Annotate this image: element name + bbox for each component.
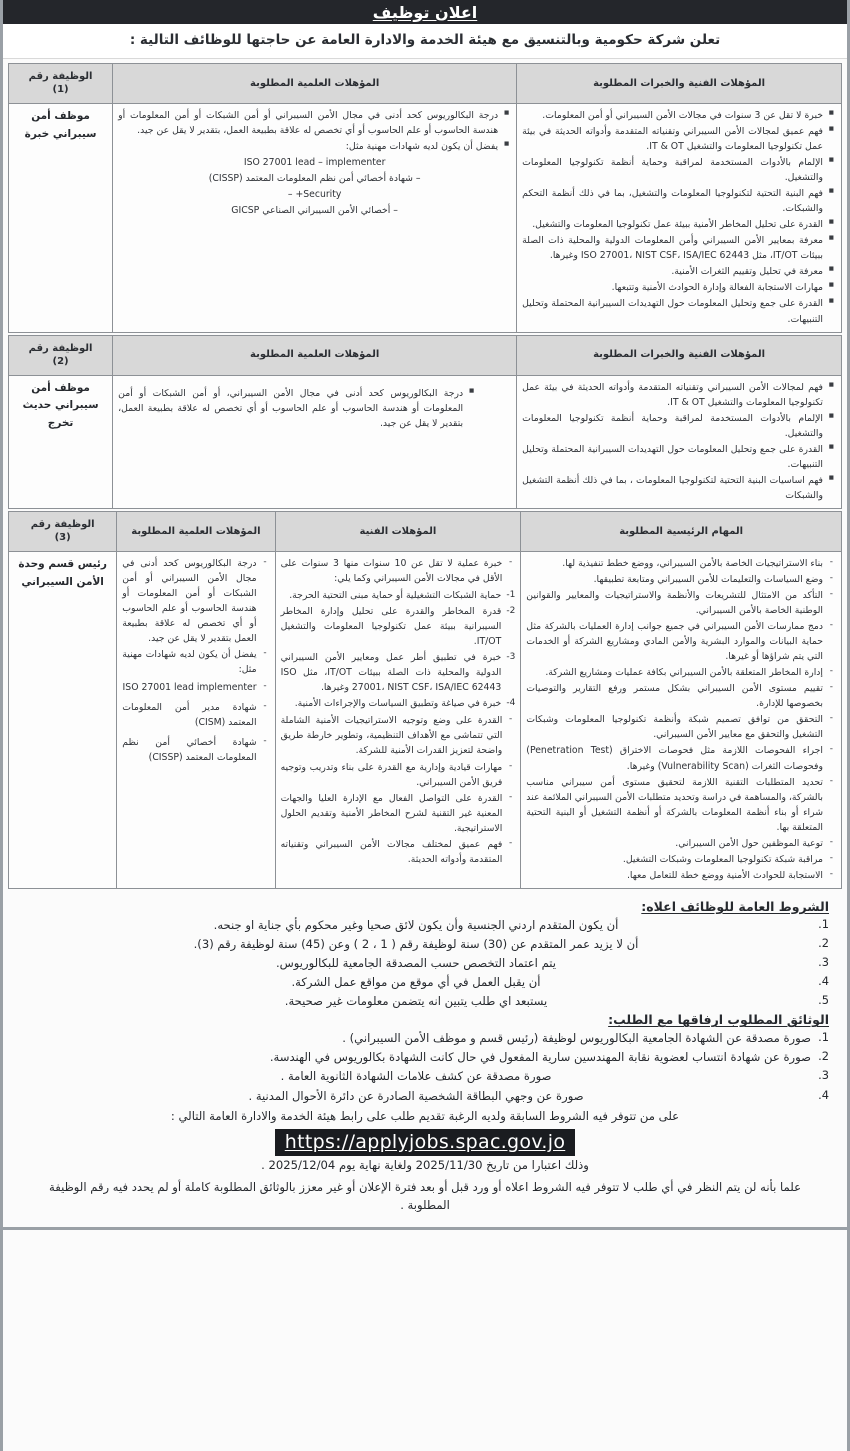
job-number-value: (2) [52,356,69,368]
list-item: - إدارة المخاطر المتعلقة بالأمن السيبراني بكافة عمليات ومشاريع الشركة. [526,665,823,680]
table-header-row [9,63,842,103]
list-item: ■ فهم لمجالات الأمن السيبراني وتقنياته المتقدمة وأدواته الحديثة في بيئة عمل تكنولوجيا المعلومات والتشغيل IT & OT. [522,380,823,410]
scientific-list-3 [122,556,269,677]
list-item: - دمج ممارسات الأمن السيبراني في جميع جوانب إدارة العمليات بالشركة مثل حماية البيانات والموارد البشرية والأمن المادي ومشاريع الشركة أو الخدمات التي يتم شراؤها أو غيرها. [526,619,823,664]
conditions-section [3,891,847,1221]
list-item: - فهم عميق لمختلف مجالات الأمن السيبراني وتقنياته المتقدمة وأدواته الحديثة. [281,837,503,867]
cell-technical-3 [275,551,521,888]
apply-lead-text: على من تتوفر فيه الشروط السابقة ولديه الرغبة تقديم طلب على رابط هيئة الخدمة والادارة العامة التالي : [170,1108,680,1123]
certification-item: - ISO 27001 lead implementer [122,680,256,695]
list-item: - اجراء الفحوصات اللازمة مثل فحوصات الاختراق (Penetration Test) وفحوصات الثغرات (Vulnerability Scan) وغيرها. [526,743,823,773]
masthead [3,0,847,24]
list-item: صورة عن شهادة انتساب لعضوية نقابة المهندسين سارية المفعول في حال كانت الشهادة بكالوريوس في الهندسة. [269,1050,811,1065]
job-number-label: الوظيفة رقم [28,342,93,354]
jobs-tables [3,59,847,889]
header-job-number [9,63,113,103]
list-item [280,650,516,695]
certification-item: - شهادة مدير أمن المعلومات المعتمد (CISM) [122,700,256,730]
list-item: ■ معرفة في تحليل وتقييم الثغرات الأمنية. [522,264,823,279]
table-row [9,103,842,332]
table-header-row [9,335,842,375]
list-item: - التأكد من الامتثال للتشريعات والأنظمة والاستراتيجيات والمعايير والقوانين الوطنية الخاصة بالأمن السيبراني. [526,588,823,618]
job-table-2 [8,335,842,509]
header-scientific: المؤهلات العلمية المطلوبة [113,335,517,375]
job-table-1 [8,63,842,333]
item-number: 1- [506,590,516,601]
job-number-value: (1) [52,84,69,96]
list-item: - تحديد المتطلبات التقنية اللازمة لتحقيق مستوى أمن سيبراني مناسب بالشركة، والمساهمة في دراسة وتحديد متطلبات الأمن السيبراني الملائمة عند شراء أو بناء أنظمة المعلومات بالشركة أو أنظمة التشغيل أو البنية التحتية المتعلقة بها. [526,775,823,835]
header-scientific: المؤهلات العلمية المطلوبة [113,63,517,103]
required-documents-title: الوثائق المطلوب ارفاقها مع الطلب: [608,1012,829,1028]
list-item: ■ الإلمام بالأدوات المستخدمة لمراقبة وحماية أنظمة تكنولوجيا المعلومات والتشغيل. [522,155,823,185]
list-item: ■ خبرة لا تقل عن 3 سنوات في مجالات الأمن السيبراني أو أمن المعلومات. [522,108,823,123]
list-item: - توعية الموظفين حول الأمن السيبراني. [526,836,823,851]
technical-numbered-list-3 [281,588,516,711]
list-item: يتم اعتماد التخصص حسب المصدقة الجامعية للبكالوريوس. [275,956,557,971]
certification-item: - شهادة أخصائي أمن نظم المعلومات المعتمد (CISSP) [122,735,256,765]
intro-section [3,24,847,59]
technical-list-3 [281,556,516,586]
list-item: ■ فهم اساسيات البنية التحتية لتكنولوجيا المعلومات ، بما في ذلك أنظمة التشغيل والشبكات [522,473,823,503]
list-item: ■ القدرة على تحليل المخاطر الأمنية ببيئة عمل تكنولوجيا المعلومات والتشغيل. [522,217,823,232]
list-item: - درجة البكالوريوس كحد أدنى في مجال الأمن السيبراني أو أمن الشبكات أو أمن المعلومات أو هندسة الحاسوب أو علم الحاسوب أو أي تخصص له علاقة بطبيعة العمل بتقدير لا يقل عن جيد. [122,556,256,646]
list-item-intro: - خبرة عملية لا تقل عن 10 سنوات منها 3 سنوات على الأقل في مجالات الأمن السيبراني وكما يلي: [281,556,503,586]
item-number: 4- [506,698,516,709]
list-item: - مهارات قيادية وإدارية مع القدرة على بناء وتدريب وتوجيه فريق الأمن السيبراني. [281,760,503,790]
certification-item: – شهادة أخصائي أمن نظم المعلومات المعتمد (CISSP) [208,173,421,185]
technical-list-1 [522,108,836,327]
list-item: ■ فهم عميق لمجالات الأمن السيبراني وتقنياته المتقدمة وأدواته الحديثة في بيئة عمل تكنولوجيا المعلومات والتشغيل IT & OT. [522,124,823,154]
item-number: 3- [506,652,516,663]
main-tasks-list [526,556,836,883]
apply-url-link[interactable]: https://applyjobs.spac.gov.jo [275,1129,575,1156]
certification-item: ISO 27001 lead – implementer [243,157,386,169]
list-item: - مراقبة شبكة تكنولوجيا المعلومات وشبكات التشغيل. [526,852,823,867]
table-row [9,551,842,888]
cell-technical-1 [517,103,842,332]
cell-technical-2 [517,375,842,508]
list-item [281,588,516,603]
technical-extra-list-3 [281,713,516,866]
list-item: ■ القدرة على جمع وتحليل المعلومات حول التهديدات السيبرانية المحتملة وتحليل التنبيهات. [522,296,823,326]
header-technical-experience: المؤهلات الفنية والخبرات المطلوبة [517,335,842,375]
scientific-list-2 [118,386,476,431]
cell-main-tasks-3 [521,551,842,888]
certification-item: – +Security [287,189,342,201]
list-item: صورة مصدقة عن كشف علامات الشهادة الثانوية العامة . [280,1069,552,1084]
cell-scientific-2 [113,375,517,508]
list-item: - تقييم مستوى الأمن السيبراني بشكل مستمر ورفع التقارير والتوصيات بخصوصها للإدارة. [526,681,823,711]
list-item: - وضع السياسات والتعليمات للأمن السيبراني ومتابعة تطبيقها. [526,572,823,587]
list-item: - الاستجابة للحوادث الأمنية ووضع خطة للتعامل معها. [526,868,823,883]
list-item: أن يقبل العمل في أي موقع من مواقع عمل الشركة. [291,975,541,990]
list-item: ■ يفضل أن يكون لديه شهادات مهنية مثل: [118,139,498,154]
list-item: ■ الإلمام بالأدوات المستخدمة لمراقبة وحماية أنظمة تكنولوجيا المعلومات والتشغيل. [522,411,823,441]
list-item: ■ درجة البكالوريوس كحد أدنى في مجال الأمن السيبراني أو أمن الشبكات أو أمن المعلومات أو هندسة الحاسوب أو علم الحاسوب أو أي تخصص له علاقة بطبيعة العمل، بتقدير لا يقل عن جيد. [118,108,498,138]
technical-list-2 [522,380,836,503]
table-header-row [9,511,842,551]
apply-date-range: وذلك اعتبارا من تاريخ 2025/11/30 ولغاية نهاية يوم 2025/12/04 . [261,1157,589,1172]
page-title: اعلان توظيف [372,2,478,22]
header-scientific: المؤهلات العلمية المطلوبة [117,511,275,551]
list-item [281,696,516,711]
header-job-number [9,335,113,375]
item-text: حماية الشبكات التشغيلية أو حماية مبنى التحتية الحرجة. [289,590,502,602]
certification-item: – أخصائي الأمن السيبراني الصناعي GICSP [231,205,398,217]
footer-divider [3,1227,847,1230]
job-number-label: الوظيفة رقم [30,518,95,530]
item-text: خبرة في صياغة وتطبيق السياسات والإجراءات الأمنية. [294,698,502,710]
certifications-list-3 [122,680,269,765]
list-item: صورة مصدقة عن الشهادة الجامعية البكالوريوس لوظيفة (رئيس قسم و موظف الأمن السيبراني) . [342,1031,811,1046]
header-technical-experience: المؤهلات الفنية والخبرات المطلوبة [517,63,842,103]
general-conditions-title: الشروط العامة للوظائف اعلاه: [641,898,829,914]
list-item: أن يكون المتقدم اردني الجنسية وأن يكون لائق صحيا وغير محكوم بأي جناية او جنحه. [213,917,619,932]
job-number-label: الوظيفة رقم [28,70,93,82]
general-conditions-list [21,916,811,1010]
item-text: خبرة في تطبيق أطر عمل ومعايير الأمن السيبراني الدولية والمحلية ذات الصلة ببيئات IT/OT، مثل ISO 27001، NIST CSF، ISA/IEC 62443 وغيرها. [280,652,502,694]
list-item: يستبعد اي طلب يتبين انه يتضمن معلومات غير صحيحة. [284,994,548,1009]
header-job-number [9,511,117,551]
list-item: صورة عن وجهي البطاقة الشخصية الصادرة عن دائرة الأحوال المدنية . [248,1088,584,1103]
cell-scientific-3 [117,551,275,888]
list-item: ■ القدرة على جمع وتحليل المعلومات حول التهديدات السيبرانية المحتملة وتحليل التنبيهات. [522,442,823,472]
list-item: ■ معرفة بمعايير الأمن السيبراني وأمن المعلومات الدولية والمحلية ذات الصلة ببيئات IT/OT، مثل ISO 27001، NIST CSF، ISA/IEC 62443 وغيرها. [522,233,823,263]
list-item: - القدرة على التواصل الفعال مع الإدارة العليا والجهات المعنية غير التقنية لشرح المخاطر الأمنية وتقديم الحلول الاستراتيجية. [281,791,503,836]
list-item: - يفضل أن يكون لديه شهادات مهنية مثل: [122,647,256,677]
final-note: علما بأنه لن يتم النظر في أي طلب لا تتوفر فيه الشروط اعلاه أو ورد قبل أو بعد فترة الإعلان أو غير معزز بالوثائق المطلوبة كاملة أو لم يحدد فيه رقم الوظيفة المطلوبة . [49,1179,801,1213]
cell-job-title-3: رئيس قسم وحدة الأمن السيبراني [9,551,117,888]
list-item: أن لا يزيد عمر المتقدم عن (30) سنة لوظيفة رقم ( 1 ، 2 ) وعن (45) سنة لوظيفة رقم (3). [193,936,639,951]
list-item: ■ درجة البكالوريوس كحد أدنى في مجال الأمن السيبراني، أو أمن الشبكات أو أمن المعلومات أو هندسة الحاسوب أو علم الحاسوب أو أي تخصص له علاقة بطبيعة العمل، بتقدير لا يقل عن جيد. [118,386,463,431]
cell-job-title-1: موظف أمن سيبراني خبرة [9,103,113,332]
header-technical: المؤهلات الفنية [275,511,521,551]
list-item: - القدرة على وضع وتوجيه الاستراتيجيات الأمنية الشاملة التي تتماشى مع الأهداف التنظيمية، وتطوير خارطة طريق واضحة لتعزيز القدرات الأمنية للشركة. [281,713,503,758]
job-table-3 [8,511,842,889]
list-item [280,604,516,649]
job-number-value: (3) [54,532,71,544]
list-item: - بناء الاستراتيجيات الخاصة بالأمن السيبراني، ووضع خطط تنفيذية لها. [526,556,823,571]
required-documents-list [21,1029,811,1104]
item-text: قدرة المخاطر والقدرة على تحليل وإدارة المخاطر السيبرانية ببيئة عمل تكنولوجيا المعلومات والتشغيل IT/OT. [280,606,502,648]
scientific-list-1 [118,108,511,154]
header-main-tasks: المهام الرئيسية المطلوبة [521,511,842,551]
list-item: ■ فهم البنية التحتية لتكنولوجيا المعلومات والتشغيل، بما في ذلك أنظمة التحكم والشبكات. [522,186,823,216]
list-item: ■ مهارات الاستجابة الفعالة وإدارة الحوادث الأمنية وتتبعها. [522,280,823,295]
item-number: 2- [506,606,516,617]
table-row [9,375,842,508]
list-item: - التحقق من توافق تصميم شبكة وأنظمة تكنولوجيا المعلومات وشبكات التشغيل والتحقق مع معايير الأمن السيبراني. [526,712,823,742]
cell-scientific-1 [113,103,517,332]
intro-text: تعلن شركة حكومية وبالتنسيق مع هيئة الخدمة والادارة العامة عن حاجتها للوظائف التالية : [129,32,721,48]
cell-job-title-2: موظف أمن سيبراني حديث تخرج [9,375,113,508]
